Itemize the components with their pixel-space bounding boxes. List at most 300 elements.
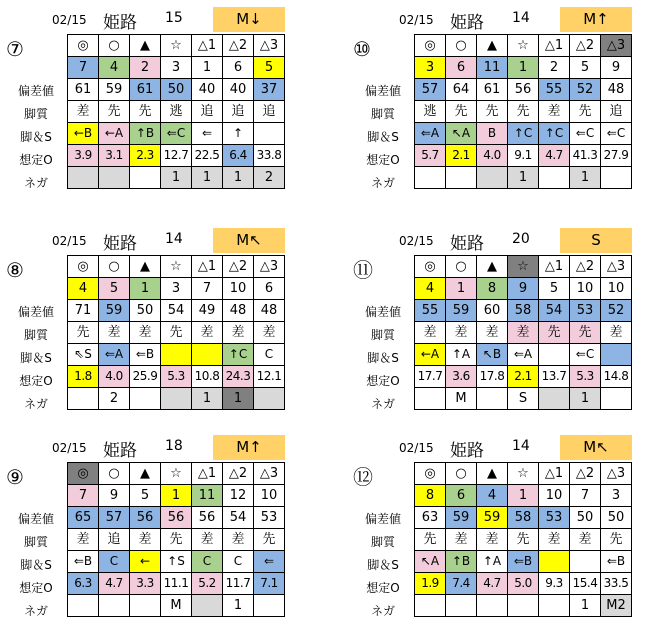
leg-speed-cell: ← <box>130 551 161 573</box>
negative-cell <box>477 167 508 189</box>
race-panel <box>353 435 662 635</box>
running-style-cell: 差 <box>68 529 99 551</box>
expected-odds-cell: 6.3 <box>68 573 99 595</box>
table-row <box>415 35 632 57</box>
expected-odds-cell: 17.8 <box>477 366 508 388</box>
row-label: ネガ <box>23 604 48 618</box>
running-style-cell: 追 <box>223 101 254 123</box>
horse-number-cell: 7 <box>192 278 223 300</box>
table-row <box>415 463 632 485</box>
leg-speed-cell: C <box>223 551 254 573</box>
picks-table <box>67 34 285 189</box>
deviation-cell: 52 <box>570 79 601 101</box>
running-style-cell: 先 <box>254 529 285 551</box>
table-row <box>68 388 285 410</box>
expected-odds-cell: 2.1 <box>446 145 477 167</box>
mark-cell: △1 <box>192 463 223 485</box>
race-venue: 姫路 <box>450 234 484 254</box>
expected-odds-cell: 10.8 <box>192 366 223 388</box>
expected-odds-cell: 22.5 <box>192 145 223 167</box>
deviation-cell: 48 <box>254 300 285 322</box>
deviation-cell: 58 <box>508 507 539 529</box>
horse-number-cell: 5 <box>99 278 130 300</box>
leg-speed-cell: ⇐A <box>99 344 130 366</box>
table-row <box>68 463 285 485</box>
table-row <box>68 366 285 388</box>
table-row <box>415 344 632 366</box>
horse-number-cell: 12 <box>223 485 254 507</box>
deviation-cell: 59 <box>99 300 130 322</box>
deviation-cell: 54 <box>539 300 570 322</box>
field-size: 18 <box>165 438 183 454</box>
leg-speed-cell: C <box>254 344 285 366</box>
deviation-cell: 54 <box>223 507 254 529</box>
table-row <box>415 595 632 617</box>
row-label: 脚質 <box>23 535 48 549</box>
horse-number-cell: 1 <box>446 278 477 300</box>
expected-odds-cell: 4.0 <box>99 366 130 388</box>
negative-cell <box>415 167 446 189</box>
row-label: 脚質 <box>370 535 395 549</box>
expected-odds-cell: 5.2 <box>192 573 223 595</box>
mark-cell: ▲ <box>130 256 161 278</box>
expected-odds-cell: 3.3 <box>130 573 161 595</box>
negative-cell <box>539 388 570 410</box>
leg-speed-cell <box>254 123 285 145</box>
mark-cell: ○ <box>446 463 477 485</box>
leg-speed-cell: ⇐C <box>161 123 192 145</box>
table-row <box>68 485 285 507</box>
deviation-cell: 61 <box>130 79 161 101</box>
field-size: 15 <box>165 10 183 26</box>
row-label: ネガ <box>370 604 395 618</box>
row-label: 偏差値 <box>17 512 54 526</box>
row-label: 想定O <box>19 581 53 595</box>
table-row <box>68 101 285 123</box>
running-style-cell: 先 <box>161 529 192 551</box>
deviation-cell: 59 <box>446 507 477 529</box>
deviation-cell: 50 <box>161 79 192 101</box>
leg-speed-cell <box>601 344 632 366</box>
mark-cell: △2 <box>570 256 601 278</box>
mark-cell: ☆ <box>161 256 192 278</box>
horse-number-cell: 6 <box>446 485 477 507</box>
horse-number-cell: 3 <box>415 57 446 79</box>
table-row <box>68 322 285 344</box>
running-style-cell: 差 <box>254 322 285 344</box>
table-row <box>415 145 632 167</box>
leg-speed-cell: ←A <box>415 344 446 366</box>
race-venue: 姫路 <box>450 441 484 461</box>
mark-cell: △2 <box>223 256 254 278</box>
negative-cell: 1 <box>161 167 192 189</box>
leg-speed-cell <box>570 551 601 573</box>
leg-speed-cell: ←B <box>68 123 99 145</box>
deviation-cell: 48 <box>601 79 632 101</box>
horse-number-cell: 10 <box>254 485 285 507</box>
picks-table <box>414 462 632 617</box>
running-style-cell: 差 <box>68 101 99 123</box>
leg-speed-cell: C <box>192 551 223 573</box>
leg-speed-cell: ↖A <box>446 123 477 145</box>
negative-cell <box>68 167 99 189</box>
expected-odds-cell: 4.7 <box>539 145 570 167</box>
horse-number-cell: 10 <box>601 278 632 300</box>
deviation-cell: 56 <box>508 79 539 101</box>
pace-badge: M↖ <box>213 228 285 253</box>
race-header <box>10 228 315 253</box>
negative-cell: S <box>508 388 539 410</box>
horse-number-cell: 10 <box>570 278 601 300</box>
horse-number-cell: 3 <box>161 57 192 79</box>
table-row <box>415 300 632 322</box>
mark-cell: ▲ <box>130 35 161 57</box>
table-row <box>415 573 632 595</box>
deviation-cell: 61 <box>68 79 99 101</box>
negative-cell <box>415 595 446 617</box>
deviation-cell: 59 <box>99 79 130 101</box>
negative-cell <box>446 167 477 189</box>
table-row <box>68 35 285 57</box>
horse-number-cell: 5 <box>570 57 601 79</box>
negative-cell <box>99 167 130 189</box>
negative-cell <box>601 167 632 189</box>
leg-speed-cell: ⇐C <box>570 123 601 145</box>
negative-cell: M <box>161 595 192 617</box>
deviation-cell: 53 <box>570 300 601 322</box>
negative-cell <box>68 595 99 617</box>
leg-speed-cell: ⇐B <box>68 551 99 573</box>
running-style-cell: 差 <box>223 529 254 551</box>
horse-number-cell: 11 <box>477 57 508 79</box>
running-style-cell: 差 <box>192 322 223 344</box>
row-label: 偏差値 <box>17 305 54 319</box>
running-style-cell: 先 <box>161 322 192 344</box>
table-row <box>415 123 632 145</box>
row-label: 偏差値 <box>364 512 401 526</box>
deviation-cell: 55 <box>539 79 570 101</box>
horse-number-cell: 2 <box>130 57 161 79</box>
row-labels <box>10 301 62 416</box>
pace-badge: M↓ <box>213 7 285 32</box>
running-style-cell: 差 <box>601 322 632 344</box>
horse-number-cell: 4 <box>68 278 99 300</box>
negative-cell: M <box>446 388 477 410</box>
expected-odds-cell: 4.0 <box>477 145 508 167</box>
mark-cell: △2 <box>223 463 254 485</box>
table-row <box>68 278 285 300</box>
horse-number-cell: 1 <box>192 57 223 79</box>
horse-number-cell: 1 <box>508 57 539 79</box>
table-row <box>68 573 285 595</box>
mark-cell: △1 <box>539 35 570 57</box>
negative-cell: 1 <box>223 167 254 189</box>
running-style-cell: 先 <box>415 529 446 551</box>
table-row <box>68 57 285 79</box>
table-row <box>415 366 632 388</box>
leg-speed-cell: ↑C <box>539 123 570 145</box>
horse-number-cell: 9 <box>508 278 539 300</box>
table-row <box>415 57 632 79</box>
row-label: 想定O <box>19 153 53 167</box>
negative-cell <box>68 388 99 410</box>
expected-odds-cell: 7.4 <box>446 573 477 595</box>
mark-cell: △2 <box>570 463 601 485</box>
running-style-cell: 追 <box>601 101 632 123</box>
mark-cell: △1 <box>192 35 223 57</box>
horse-number-cell: 5 <box>254 57 285 79</box>
expected-odds-cell: 17.7 <box>415 366 446 388</box>
race-date: 02/15 <box>52 441 87 455</box>
deviation-cell: 64 <box>446 79 477 101</box>
running-style-cell: 先 <box>539 322 570 344</box>
row-label: 想定O <box>19 374 53 388</box>
row-labels <box>10 508 62 623</box>
deviation-cell: 52 <box>601 300 632 322</box>
horse-number-cell: 8 <box>415 485 446 507</box>
race-number: ⑦ <box>6 37 24 61</box>
expected-odds-cell: 5.0 <box>508 573 539 595</box>
running-style-cell: 先 <box>68 322 99 344</box>
negative-cell <box>539 595 570 617</box>
negative-cell <box>130 595 161 617</box>
race-number: ⑪ <box>353 258 373 282</box>
leg-speed-cell: ↑S <box>161 551 192 573</box>
negative-cell: 1 <box>192 388 223 410</box>
row-label: ネガ <box>370 176 395 190</box>
race-header <box>10 435 315 460</box>
race-panel <box>353 7 662 207</box>
mark-cell: ◎ <box>415 256 446 278</box>
deviation-cell: 54 <box>161 300 192 322</box>
negative-cell <box>130 167 161 189</box>
pace-badge: M↑ <box>213 435 285 460</box>
negative-cell: 2 <box>99 388 130 410</box>
deviation-cell: 53 <box>539 507 570 529</box>
leg-speed-cell: ⇐C <box>601 123 632 145</box>
running-style-cell: 差 <box>446 529 477 551</box>
table-row <box>68 595 285 617</box>
horse-number-cell: 11 <box>192 485 223 507</box>
deviation-cell: 58 <box>508 300 539 322</box>
race-header <box>10 7 315 32</box>
leg-speed-cell: ↑B <box>130 123 161 145</box>
expected-odds-cell: 33.5 <box>601 573 632 595</box>
horse-number-cell: 7 <box>68 57 99 79</box>
row-labels <box>357 301 409 416</box>
mark-cell: ○ <box>99 35 130 57</box>
mark-cell: △3 <box>601 35 632 57</box>
row-label: ネガ <box>23 397 48 411</box>
pace-badge: M↖ <box>560 435 632 460</box>
table-row <box>415 388 632 410</box>
mark-cell: ◎ <box>68 35 99 57</box>
expected-odds-cell: 1.9 <box>415 573 446 595</box>
mark-cell: ◎ <box>415 35 446 57</box>
mark-cell: ▲ <box>477 463 508 485</box>
race-header <box>357 228 662 253</box>
leg-speed-cell: ⇐A <box>508 344 539 366</box>
negative-cell <box>415 388 446 410</box>
row-label: 想定O <box>366 153 400 167</box>
expected-odds-cell: 14.8 <box>601 366 632 388</box>
negative-cell <box>446 595 477 617</box>
horse-number-cell: 2 <box>539 57 570 79</box>
running-style-cell: 先 <box>601 529 632 551</box>
row-label: 脚＆S <box>20 558 52 572</box>
leg-speed-cell <box>161 344 192 366</box>
picks-table <box>414 34 632 189</box>
race-venue: 姫路 <box>103 13 137 33</box>
leg-speed-cell: ↑A <box>477 551 508 573</box>
running-style-cell: 逃 <box>415 101 446 123</box>
running-style-cell: 差 <box>539 101 570 123</box>
table-row <box>68 145 285 167</box>
race-date: 02/15 <box>399 441 434 455</box>
horse-number-cell: 9 <box>601 57 632 79</box>
mark-cell: ◎ <box>415 463 446 485</box>
deviation-cell: 40 <box>192 79 223 101</box>
mark-cell: ☆ <box>161 35 192 57</box>
row-label: 脚＆S <box>367 558 399 572</box>
race-venue: 姫路 <box>103 234 137 254</box>
expected-odds-cell: 15.4 <box>570 573 601 595</box>
race-venue: 姫路 <box>103 441 137 461</box>
picks-table <box>67 462 285 617</box>
horse-number-cell: 6 <box>446 57 477 79</box>
race-panel <box>6 435 315 635</box>
race-panel <box>6 7 315 207</box>
leg-speed-cell: ⇐ <box>192 123 223 145</box>
race-header <box>357 7 662 32</box>
horse-number-cell: 4 <box>99 57 130 79</box>
horse-number-cell: 4 <box>477 485 508 507</box>
negative-cell: 1 <box>570 595 601 617</box>
deviation-cell: 59 <box>477 507 508 529</box>
horse-number-cell: 5 <box>130 485 161 507</box>
mark-cell: △1 <box>539 256 570 278</box>
field-size: 14 <box>512 438 530 454</box>
running-style-cell: 先 <box>508 529 539 551</box>
negative-cell <box>254 595 285 617</box>
horse-number-cell: 1 <box>130 278 161 300</box>
row-label: 想定O <box>366 581 400 595</box>
leg-speed-cell: ↑B <box>446 551 477 573</box>
horse-number-cell: 1 <box>508 485 539 507</box>
horse-number-cell: 7 <box>68 485 99 507</box>
table-row <box>68 79 285 101</box>
negative-cell: 1 <box>223 595 254 617</box>
negative-cell <box>539 167 570 189</box>
negative-cell: 1 <box>570 167 601 189</box>
running-style-cell: 先 <box>570 322 601 344</box>
running-style-cell: 差 <box>415 322 446 344</box>
expected-odds-cell: 11.7 <box>223 573 254 595</box>
deviation-cell: 57 <box>415 79 446 101</box>
running-style-cell: 先 <box>99 101 130 123</box>
negative-cell <box>601 388 632 410</box>
leg-speed-cell: ↖A <box>415 551 446 573</box>
horse-number-cell: 9 <box>99 485 130 507</box>
mark-cell: ○ <box>446 35 477 57</box>
horse-number-cell: 5 <box>539 278 570 300</box>
horse-number-cell: 10 <box>539 485 570 507</box>
row-label: 脚＆S <box>20 351 52 365</box>
race-number: ⑨ <box>6 465 24 489</box>
deviation-cell: 71 <box>68 300 99 322</box>
leg-speed-cell: ↑C <box>223 344 254 366</box>
row-label: 想定O <box>366 374 400 388</box>
expected-odds-cell: 24.3 <box>223 366 254 388</box>
expected-odds-cell: 7.1 <box>254 573 285 595</box>
expected-odds-cell: 3.9 <box>68 145 99 167</box>
table-row <box>415 507 632 529</box>
deviation-cell: 55 <box>415 300 446 322</box>
expected-odds-cell: 41.3 <box>570 145 601 167</box>
horse-number-cell: 1 <box>161 485 192 507</box>
running-style-cell: 先 <box>477 101 508 123</box>
expected-odds-cell: 33.8 <box>254 145 285 167</box>
mark-cell: ☆ <box>508 463 539 485</box>
expected-odds-cell: 11.1 <box>161 573 192 595</box>
table-row <box>415 278 632 300</box>
running-style-cell: 差 <box>539 529 570 551</box>
race-venue: 姫路 <box>450 13 484 33</box>
deviation-cell: 57 <box>99 507 130 529</box>
negative-cell <box>477 388 508 410</box>
mark-cell: ▲ <box>477 256 508 278</box>
mark-cell: ◎ <box>68 256 99 278</box>
mark-cell: △2 <box>223 35 254 57</box>
race-date: 02/15 <box>52 13 87 27</box>
horse-number-cell: 6 <box>254 278 285 300</box>
deviation-cell: 48 <box>223 300 254 322</box>
expected-odds-cell: 12.7 <box>161 145 192 167</box>
deviation-cell: 56 <box>192 507 223 529</box>
row-label: 偏差値 <box>364 305 401 319</box>
expected-odds-cell: 13.7 <box>539 366 570 388</box>
mark-cell: ○ <box>99 256 130 278</box>
race-date: 02/15 <box>399 234 434 248</box>
expected-odds-cell: 3.6 <box>446 366 477 388</box>
leg-speed-cell: C <box>99 551 130 573</box>
race-number: ⑫ <box>353 465 373 489</box>
deviation-cell: 63 <box>415 507 446 529</box>
leg-speed-cell: ↖B <box>477 344 508 366</box>
mark-cell: △3 <box>601 256 632 278</box>
row-label: ネガ <box>370 397 395 411</box>
table-row <box>68 123 285 145</box>
mark-cell: △3 <box>601 463 632 485</box>
mark-cell: ☆ <box>161 463 192 485</box>
table-row <box>415 529 632 551</box>
running-style-cell: 差 <box>477 529 508 551</box>
race-date: 02/15 <box>399 13 434 27</box>
row-label: 脚質 <box>23 107 48 121</box>
mark-cell: ◎ <box>68 463 99 485</box>
mark-cell: ▲ <box>477 35 508 57</box>
field-size: 14 <box>165 231 183 247</box>
deviation-cell: 50 <box>570 507 601 529</box>
deviation-cell: 59 <box>446 300 477 322</box>
leg-speed-cell: ↑A <box>446 344 477 366</box>
field-size: 20 <box>512 231 530 247</box>
negative-cell: 1 <box>508 167 539 189</box>
mark-cell: △1 <box>539 463 570 485</box>
running-style-cell: 差 <box>446 322 477 344</box>
race-number: ⑧ <box>6 258 24 282</box>
running-style-cell: 先 <box>446 101 477 123</box>
